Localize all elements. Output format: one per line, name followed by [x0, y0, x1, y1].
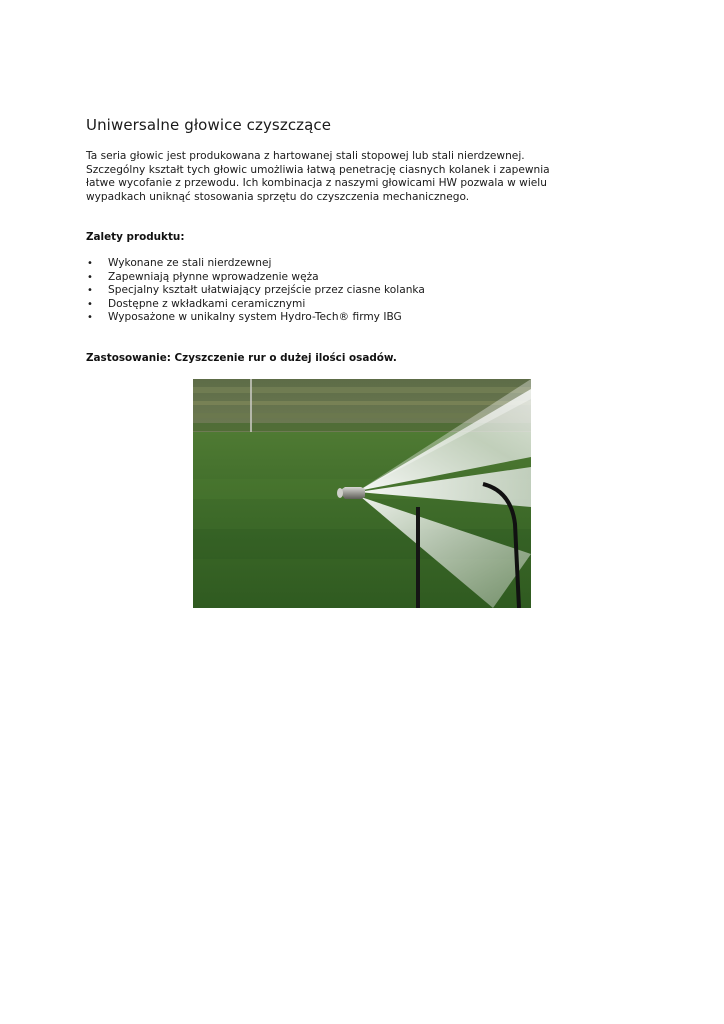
stand-leg: [416, 507, 420, 608]
intro-line: Ta seria głowic jest produkowana z hartowanej stali stopowej lub stali nierdzewnej.: [86, 150, 525, 162]
intro-line: łatwe wycofanie z przewodu. Ich kombinacja z naszymi głowicami HW pozwala w wielu: [86, 177, 547, 190]
list-item-text: Wykonane ze stali nierdzewnej: [108, 257, 272, 269]
list-item: [86, 257, 425, 271]
advantages-heading: Zalety produktu:: [86, 231, 185, 243]
bullet-icon: •: [87, 271, 93, 283]
list-item-text: Wyposażone w unikalny system Hydro-Tech® firmy IBG: [108, 311, 402, 323]
intro-line: wypadkach uniknąć stosowania sprzętu do czyszczenia mechanicznego.: [86, 190, 470, 203]
intro-line: Szczególny kształt tych głowic umożliwia łatwą penetrację ciasnych kolanek i zapewnia: [86, 163, 550, 176]
list-item-text: Dostępne z wkładkami ceramicznymi: [108, 297, 306, 310]
bullet-icon: •: [87, 312, 93, 323]
advantages-list: [86, 257, 425, 325]
list-item: [86, 311, 425, 325]
application-note: Zastosowanie: Czyszczenie rur o dużej ilości osadów.: [86, 352, 397, 364]
bullet-icon: •: [87, 258, 93, 269]
list-item: [86, 298, 425, 312]
bullet-icon: •: [87, 285, 93, 296]
list-item: [86, 271, 425, 285]
document-title: Uniwersalne głowice czyszczące: [86, 116, 332, 134]
list-item-text: Zapewniają płynne wprowadzenie węża: [108, 270, 319, 283]
list-item-text: Specjalny kształt ułatwiający przejście przez ciasne kolanka: [108, 284, 425, 296]
photo-illustration: [193, 379, 531, 608]
list-item: [86, 284, 425, 298]
intro-paragraph: [86, 150, 586, 204]
nozzle-spray-photo: [193, 379, 531, 608]
bullet-icon: •: [87, 298, 93, 310]
